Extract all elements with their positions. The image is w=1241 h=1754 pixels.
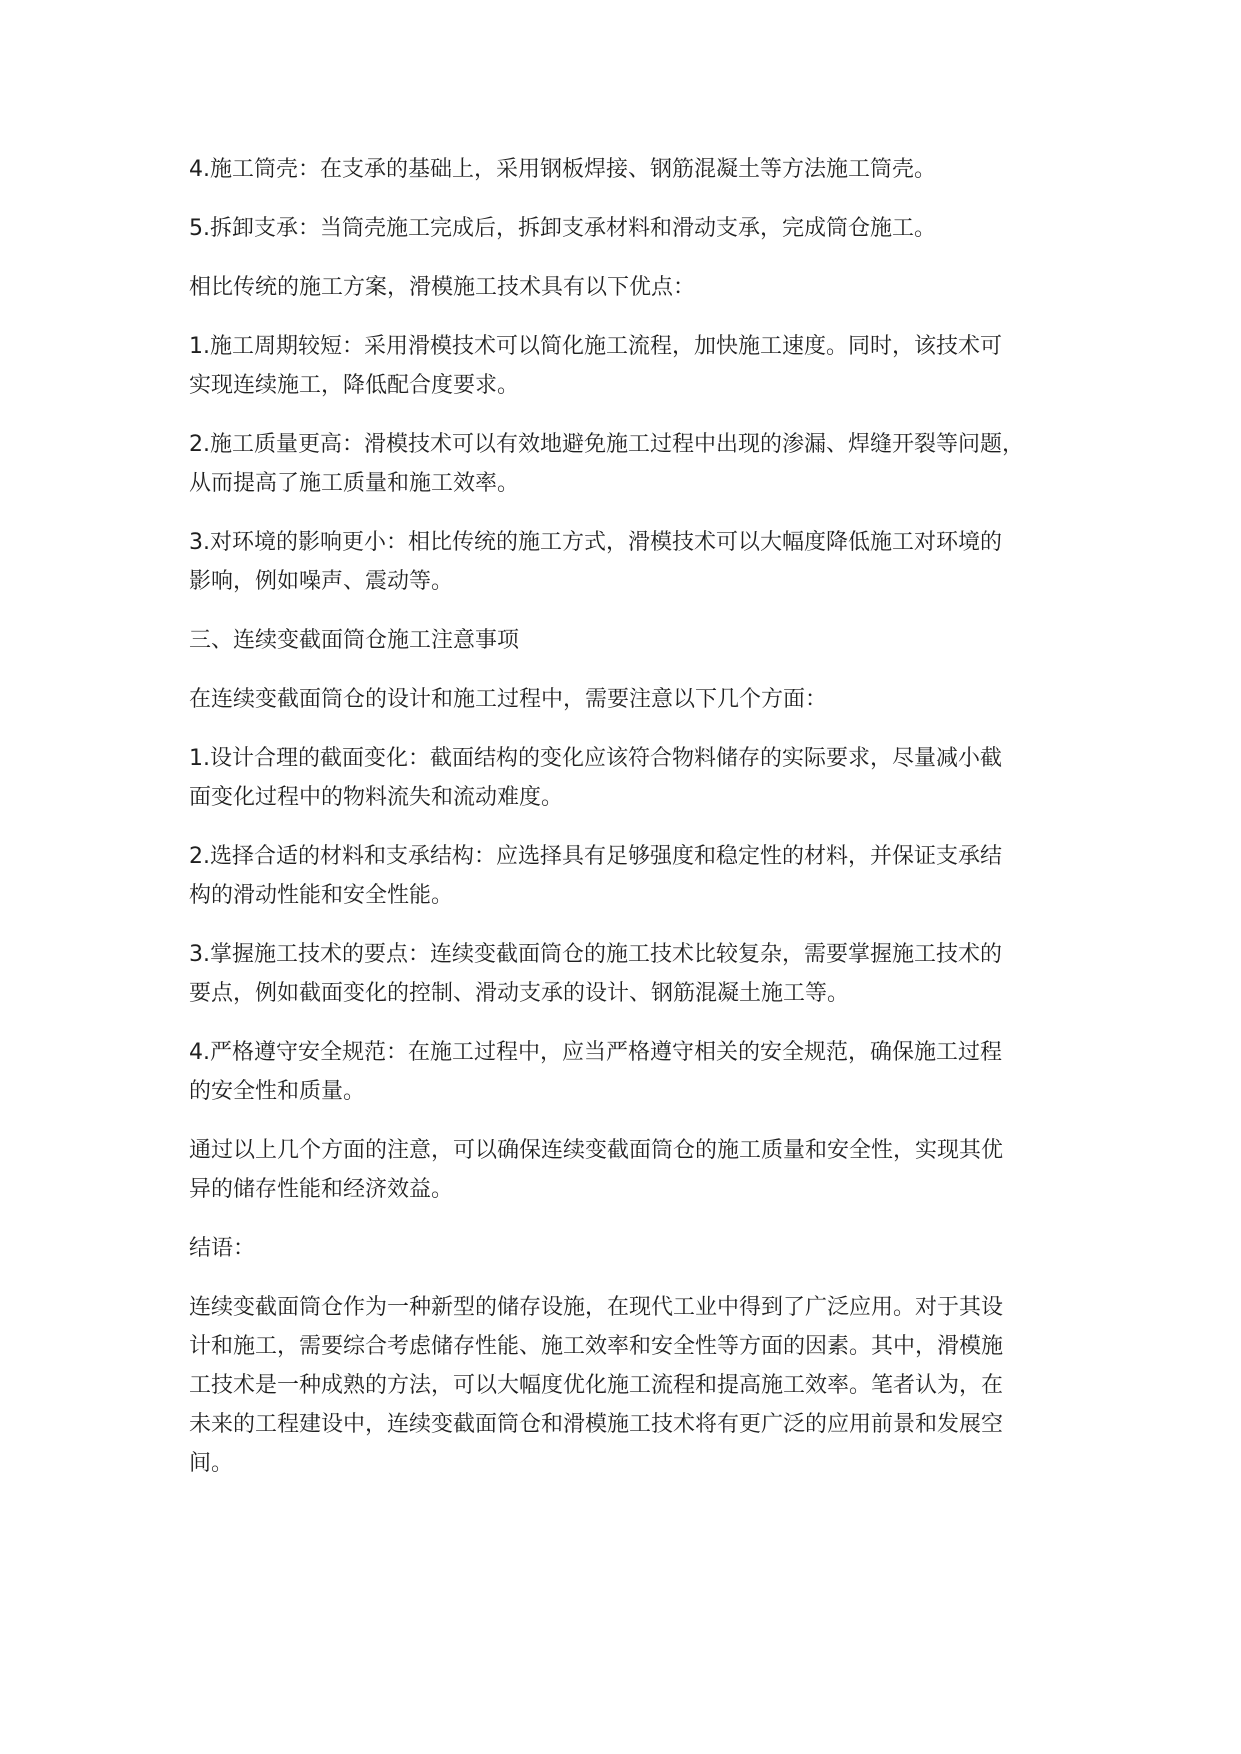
paragraph-advantage-1 [189, 327, 1089, 405]
text-line: 工技术是一种成熟的方法，可以大幅度优化施工流程和提高施工效率。笔者认为，在 [189, 1373, 1004, 1398]
paragraph-precaution-2 [189, 837, 1089, 915]
section-heading-conclusion [189, 1229, 1089, 1268]
paragraph-step-4-shell [189, 150, 1089, 189]
text-line: 的安全性和质量。 [189, 1079, 366, 1104]
text-line: 4.严格遵守安全规范：在施工过程中，应当严格遵守相关的安全规范，确保施工过程 [189, 1040, 1002, 1065]
section-heading-precautions [189, 621, 1089, 660]
text-line: 异的储存性能和经济效益。 [189, 1177, 454, 1202]
text-line: 未来的工程建设中，连续变截面筒仓和滑模施工技术将有更广泛的应用前景和发展空 [189, 1412, 1004, 1437]
paragraph-precaution-1 [189, 739, 1089, 817]
text-line: 影响，例如噪声、震动等。 [189, 569, 454, 594]
paragraph-advantages-intro [189, 268, 1089, 307]
paragraph-advantage-3 [189, 523, 1089, 601]
text-line: 相比传统的施工方案，滑模施工技术具有以下优点： [189, 275, 696, 300]
text-line: 4.施工筒壳：在支承的基础上，采用钢板焊接、钢筋混凝土等方法施工筒壳。 [189, 157, 936, 182]
paragraph-step-5-dismantle [189, 209, 1089, 248]
text-line: 面变化过程中的物料流失和流动难度。 [189, 785, 564, 810]
text-line: 1.设计合理的截面变化：截面结构的变化应该符合物料储存的实际要求，尽量减小截 [189, 746, 1002, 771]
text-line: 3.对环境的影响更小：相比传统的施工方式，滑模技术可以大幅度降低施工对环境的 [189, 530, 1002, 555]
text-line: 间。 [189, 1451, 234, 1476]
paragraph-precautions-summary [189, 1131, 1089, 1209]
text-line: 2.施工质量更高：滑模技术可以有效地避免施工过程中出现的渗漏、焊缝开裂等问题， [189, 432, 1024, 457]
text-line: 要点，例如截面变化的控制、滑动支承的设计、钢筋混凝土施工等。 [189, 981, 850, 1006]
paragraph-conclusion [189, 1288, 1089, 1483]
text-line: 连续变截面筒仓作为一种新型的储存设施，在现代工业中得到了广泛应用。对于其设 [189, 1295, 1004, 1320]
paragraph-advantage-2 [189, 425, 1089, 503]
heading-text: 三、连续变截面筒仓施工注意事项 [189, 628, 520, 653]
heading-text: 结语： [189, 1236, 256, 1261]
text-line: 3.掌握施工技术的要点：连续变截面筒仓的施工技术比较复杂，需要掌握施工技术的 [189, 942, 1002, 967]
paragraph-precaution-3 [189, 935, 1089, 1013]
paragraph-precaution-4 [189, 1033, 1089, 1111]
text-line: 2.选择合适的材料和支承结构：应选择具有足够强度和稳定性的材料，并保证支承结 [189, 844, 1002, 869]
document-body [189, 150, 1089, 1503]
text-line: 从而提高了施工质量和施工效率。 [189, 471, 520, 496]
text-line: 5.拆卸支承：当筒壳施工完成后，拆卸支承材料和滑动支承，完成筒仓施工。 [189, 216, 936, 241]
text-line: 1.施工周期较短：采用滑模技术可以简化施工流程，加快施工速度。同时，该技术可 [189, 334, 1002, 359]
text-line: 通过以上几个方面的注意，可以确保连续变截面筒仓的施工质量和安全性，实现其优 [189, 1138, 1004, 1163]
text-line: 在连续变截面筒仓的设计和施工过程中，需要注意以下几个方面： [189, 687, 828, 712]
text-line: 计和施工，需要综合考虑储存性能、施工效率和安全性等方面的因素。其中，滑模施 [189, 1334, 1004, 1359]
text-line: 实现连续施工，降低配合度要求。 [189, 373, 520, 398]
text-line: 构的滑动性能和安全性能。 [189, 883, 454, 908]
paragraph-precautions-intro [189, 680, 1089, 719]
